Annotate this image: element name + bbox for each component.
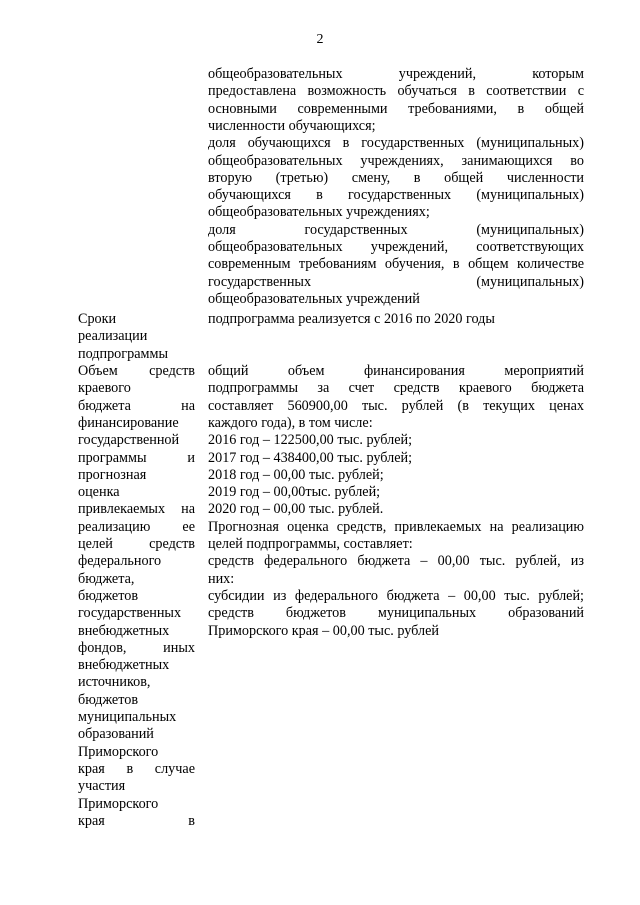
funding-label-line: муниципальных	[78, 709, 177, 725]
indicator-text-line: численности обучающихся;	[208, 117, 376, 134]
indicator-text-line: общеобразовательных учреждений, которым	[208, 66, 584, 82]
funding-label-line: привлекаемых на	[78, 501, 195, 518]
funding-value-line: 2016 год – 122500,00 тыс. рублей;	[208, 432, 413, 449]
funding-label-line: целей средств	[78, 536, 195, 552]
funding-label-line: бюджетов	[78, 587, 139, 604]
funding-label-line: бюджета,	[78, 570, 135, 587]
indicator-text-line: обучающихся в государственных (муниципальных)	[208, 187, 584, 204]
funding-value-line: 2019 год – 00,00тыс. рублей;	[208, 484, 381, 501]
terms-label-line: Сроки	[78, 311, 117, 327]
funding-value-line: целей подпрограммы, составляет:	[208, 536, 413, 552]
funding-label-line: края в	[78, 812, 195, 829]
funding-label-line: государственной	[78, 432, 180, 449]
funding-label-line: образований	[78, 726, 154, 743]
indicator-text-line: доля государственных (муниципальных)	[208, 221, 584, 238]
indicator-text-line: общеобразовательных учреждениях, занимающихся во	[208, 152, 584, 169]
funding-value-line: составляет 560900,00 тыс. рублей (в текущих ценах	[208, 397, 584, 414]
funding-label-line: внебюджетных	[78, 622, 170, 639]
funding-value-line: субсидии из федерального бюджета – 00,00 тыс. рублей;	[208, 587, 584, 604]
funding-label-line: государственных	[78, 605, 182, 622]
funding-value-line: 2018 год – 00,00 тыс. рублей;	[208, 466, 384, 483]
funding-value-line: каждого года), в том числе:	[208, 414, 373, 431]
funding-label-line: реализацию ее	[78, 518, 195, 535]
indicator-text-line: вторую (третью) смену, в общей численности	[208, 169, 584, 186]
funding-value-line: Приморского края – 00,00 тыс. рублей	[208, 622, 440, 639]
funding-label-line: прогнозная	[78, 466, 147, 483]
funding-label-line: внебюджетных	[78, 657, 170, 674]
indicator-text-line: основными современными требованиями, в общей	[208, 100, 584, 117]
funding-label-line: оценка	[78, 484, 120, 501]
funding-value-line: средств федерального бюджета – 00,00 тыс. рублей, из	[208, 553, 584, 570]
funding-label-line: края в случае	[78, 760, 195, 777]
funding-value-line: них:	[208, 570, 235, 587]
funding-label-line: бюджета на	[78, 397, 195, 414]
indicator-text-line: современным требованиям обучения, в общем количестве	[208, 256, 584, 273]
terms-label-line: подпрограммы	[78, 345, 168, 362]
indicator-text-line: общеобразовательных учреждений	[208, 290, 420, 307]
funding-label-line: федерального	[78, 553, 162, 570]
indicator-text-line: общеобразовательных учреждениях;	[208, 204, 430, 221]
funding-label-line: программы и	[78, 449, 195, 466]
indicator-text-line: доля обучающихся в государственных (муниципальных)	[208, 135, 584, 152]
funding-label-line: участия	[78, 778, 126, 795]
funding-value-line: средств бюджетов муниципальных образований	[208, 605, 584, 622]
indicator-text-line: государственных (муниципальных)	[208, 273, 584, 290]
indicator-text-line: общеобразовательных учреждений, соответствующих	[208, 239, 584, 255]
funding-label-line: Приморского	[78, 743, 159, 760]
funding-label-line: источников,	[78, 674, 151, 691]
indicator-text-line: предоставлена возможность обучаться в соответствии с	[208, 83, 584, 100]
funding-value-line: 2020 год – 00,00 тыс. рублей.	[208, 501, 384, 518]
terms-value: подпрограмма реализуется с 2016 по 2020 годы	[208, 311, 495, 327]
funding-label-line: Приморского	[78, 795, 159, 812]
funding-label-line: Объем средств	[78, 363, 195, 379]
funding-label-line: краевого	[78, 380, 131, 397]
funding-value-line: подпрограммы за счет средств краевого бюджета	[208, 380, 584, 397]
page-number: 2	[316, 32, 324, 47]
funding-label-line: фондов, иных	[78, 639, 195, 656]
funding-value-line: Прогнозная оценка средств, привлекаемых на реализацию	[208, 518, 584, 535]
funding-value-line: 2017 год – 438400,00 тыс. рублей;	[208, 449, 413, 466]
funding-label-line: бюджетов	[78, 691, 139, 708]
funding-label-line: финансирование	[78, 414, 179, 431]
funding-value-line: общий объем финансирования мероприятий	[208, 363, 584, 379]
terms-label-line: реализации	[78, 328, 148, 345]
